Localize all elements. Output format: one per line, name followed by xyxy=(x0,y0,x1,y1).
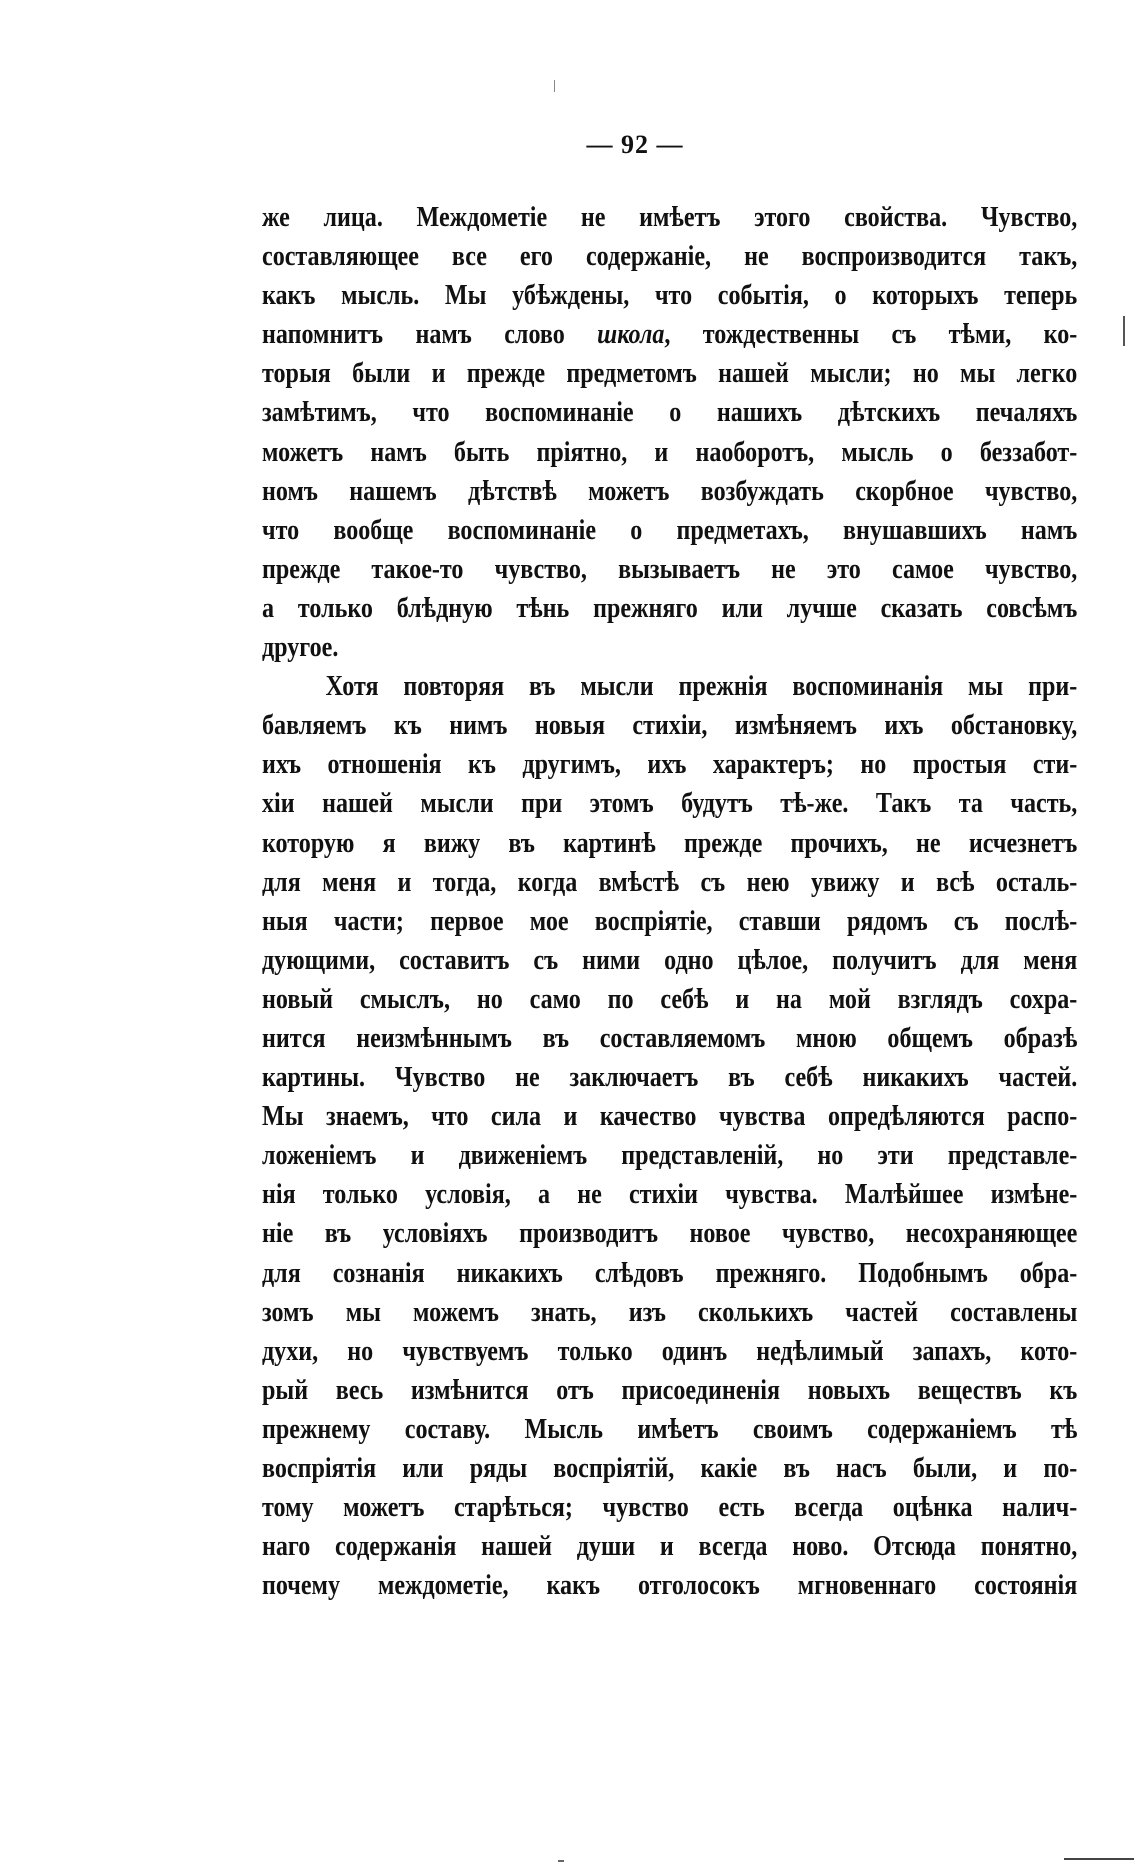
text-line: какъ мысль. Мы убѣждены, что событія, о которыхъ теперь xyxy=(262,280,1078,312)
text-line: прежнему составу. Мысль имѣетъ своимъ содержаніемъ тѣ xyxy=(262,1413,1078,1445)
text-line: для меня и тогда, когда вмѣстѣ съ нею увижу и всѣ осталь- xyxy=(262,866,1078,898)
text-line: Мы знаемъ, что сила и качество чувства опредѣляются распо- xyxy=(262,1101,1078,1133)
text-line: ныя части; первое мое воспріятіе, ставши рядомъ съ послѣ- xyxy=(262,905,1078,937)
text-line: духи, но чувствуемъ только одинъ недѣлимый запахъ, кото- xyxy=(262,1335,1078,1367)
text-line: составляющее все его содержаніе, не воспроизводится такъ, xyxy=(262,241,1078,273)
text-line: ложеніемъ и движеніемъ представленій, но эти представле- xyxy=(262,1140,1078,1172)
text-line: а только блѣдную тѣнь прежняго или лучше сказать совсѣмъ xyxy=(262,592,1078,624)
text-line: торыя были и прежде предметомъ нашей мысли; но мы легко xyxy=(262,358,1078,390)
text-line: картины. Чувство не заключаетъ въ себѣ никакихъ частей. xyxy=(262,1062,1078,1094)
text-line: рый весь измѣнится отъ присоединенія новыхъ веществъ къ xyxy=(262,1374,1078,1406)
text-line: для сознанія никакихъ слѣдовъ прежняго. Подобнымъ обра- xyxy=(262,1257,1078,1289)
text-line: ихъ отношенія къ другимъ, ихъ характеръ; но простыя сти- xyxy=(262,749,1078,781)
text-line: замѣтимъ, что воспоминаніе о нашихъ дѣтскихъ печаляхъ xyxy=(262,397,1078,429)
paragraph-2 xyxy=(262,667,1078,1605)
margin-mark xyxy=(1123,316,1125,346)
text-line: воспріятія или ряды воспріятій, какіе въ насъ были, и по- xyxy=(262,1453,1078,1484)
text-line: же лица. Междометіе не имѣетъ этого свойства. Чувство, xyxy=(262,202,1078,233)
text-line: можетъ намъ быть пріятно, и наоборотъ, мысль о беззабот- xyxy=(262,436,1078,468)
text-line: тому можетъ старѣться; чувство есть всегда оцѣнка налич- xyxy=(262,1492,1078,1524)
paragraph-1 xyxy=(262,198,1078,667)
scan-mark xyxy=(1064,1858,1134,1860)
text-line: наго содержанія нашей души и всегда ново. Отсюда понятно, xyxy=(262,1531,1078,1563)
text-line: нится неизмѣннымъ въ составляемомъ мною общемъ образѣ xyxy=(262,1022,1078,1054)
text-line: зомъ мы можемъ знать, изъ сколькихъ частей составлены xyxy=(262,1296,1078,1328)
text-line: прежде такое-то чувство, вызываетъ не это самое чувство, xyxy=(262,553,1078,585)
text-line: дующими, составитъ съ ними одно цѣлое, получитъ для меня xyxy=(262,944,1078,976)
emphasized-word: школа xyxy=(597,319,665,351)
text-line: которую я вижу въ картинѣ прежде прочихъ, не исчезнетъ xyxy=(262,827,1078,859)
text-line: новый смыслъ, но само по себѣ и на мой взглядъ сохра- xyxy=(262,983,1078,1015)
text-line: ніе въ условіяхъ производитъ новое чувство, несохраняющее xyxy=(262,1218,1078,1250)
scan-mark xyxy=(554,80,555,92)
text-line: другое. xyxy=(262,632,339,664)
page-number: — 92 — xyxy=(586,130,684,159)
text-line: почему междометіе, какъ отголосокъ мгновеннаго состоянія xyxy=(262,1570,1078,1602)
text-line: что вообще воспоминаніе о предметахъ, внушавшихъ намъ xyxy=(262,514,1078,546)
text-line: напомнитъ намъ слово школа, тождественны съ тѣми, ко- xyxy=(262,319,1078,351)
text-line: хіи нашей мысли при этомъ будутъ тѣ-же. Такъ та часть, xyxy=(262,788,1078,820)
text-line: бавляемъ къ нимъ новыя стихіи, измѣняемъ ихъ обстановку, xyxy=(262,710,1078,742)
text-line: нія только условія, а не стихіи чувства. Малѣйшее измѣне- xyxy=(262,1179,1078,1211)
body-text xyxy=(262,198,1078,1605)
text-line: номъ нашемъ дѣтствѣ можетъ возбуждать скорбное чувство, xyxy=(262,475,1078,507)
text-line: Хотя повторяя въ мысли прежнія воспоминанія мы при- xyxy=(325,671,1078,703)
scan-mark xyxy=(558,1860,564,1862)
